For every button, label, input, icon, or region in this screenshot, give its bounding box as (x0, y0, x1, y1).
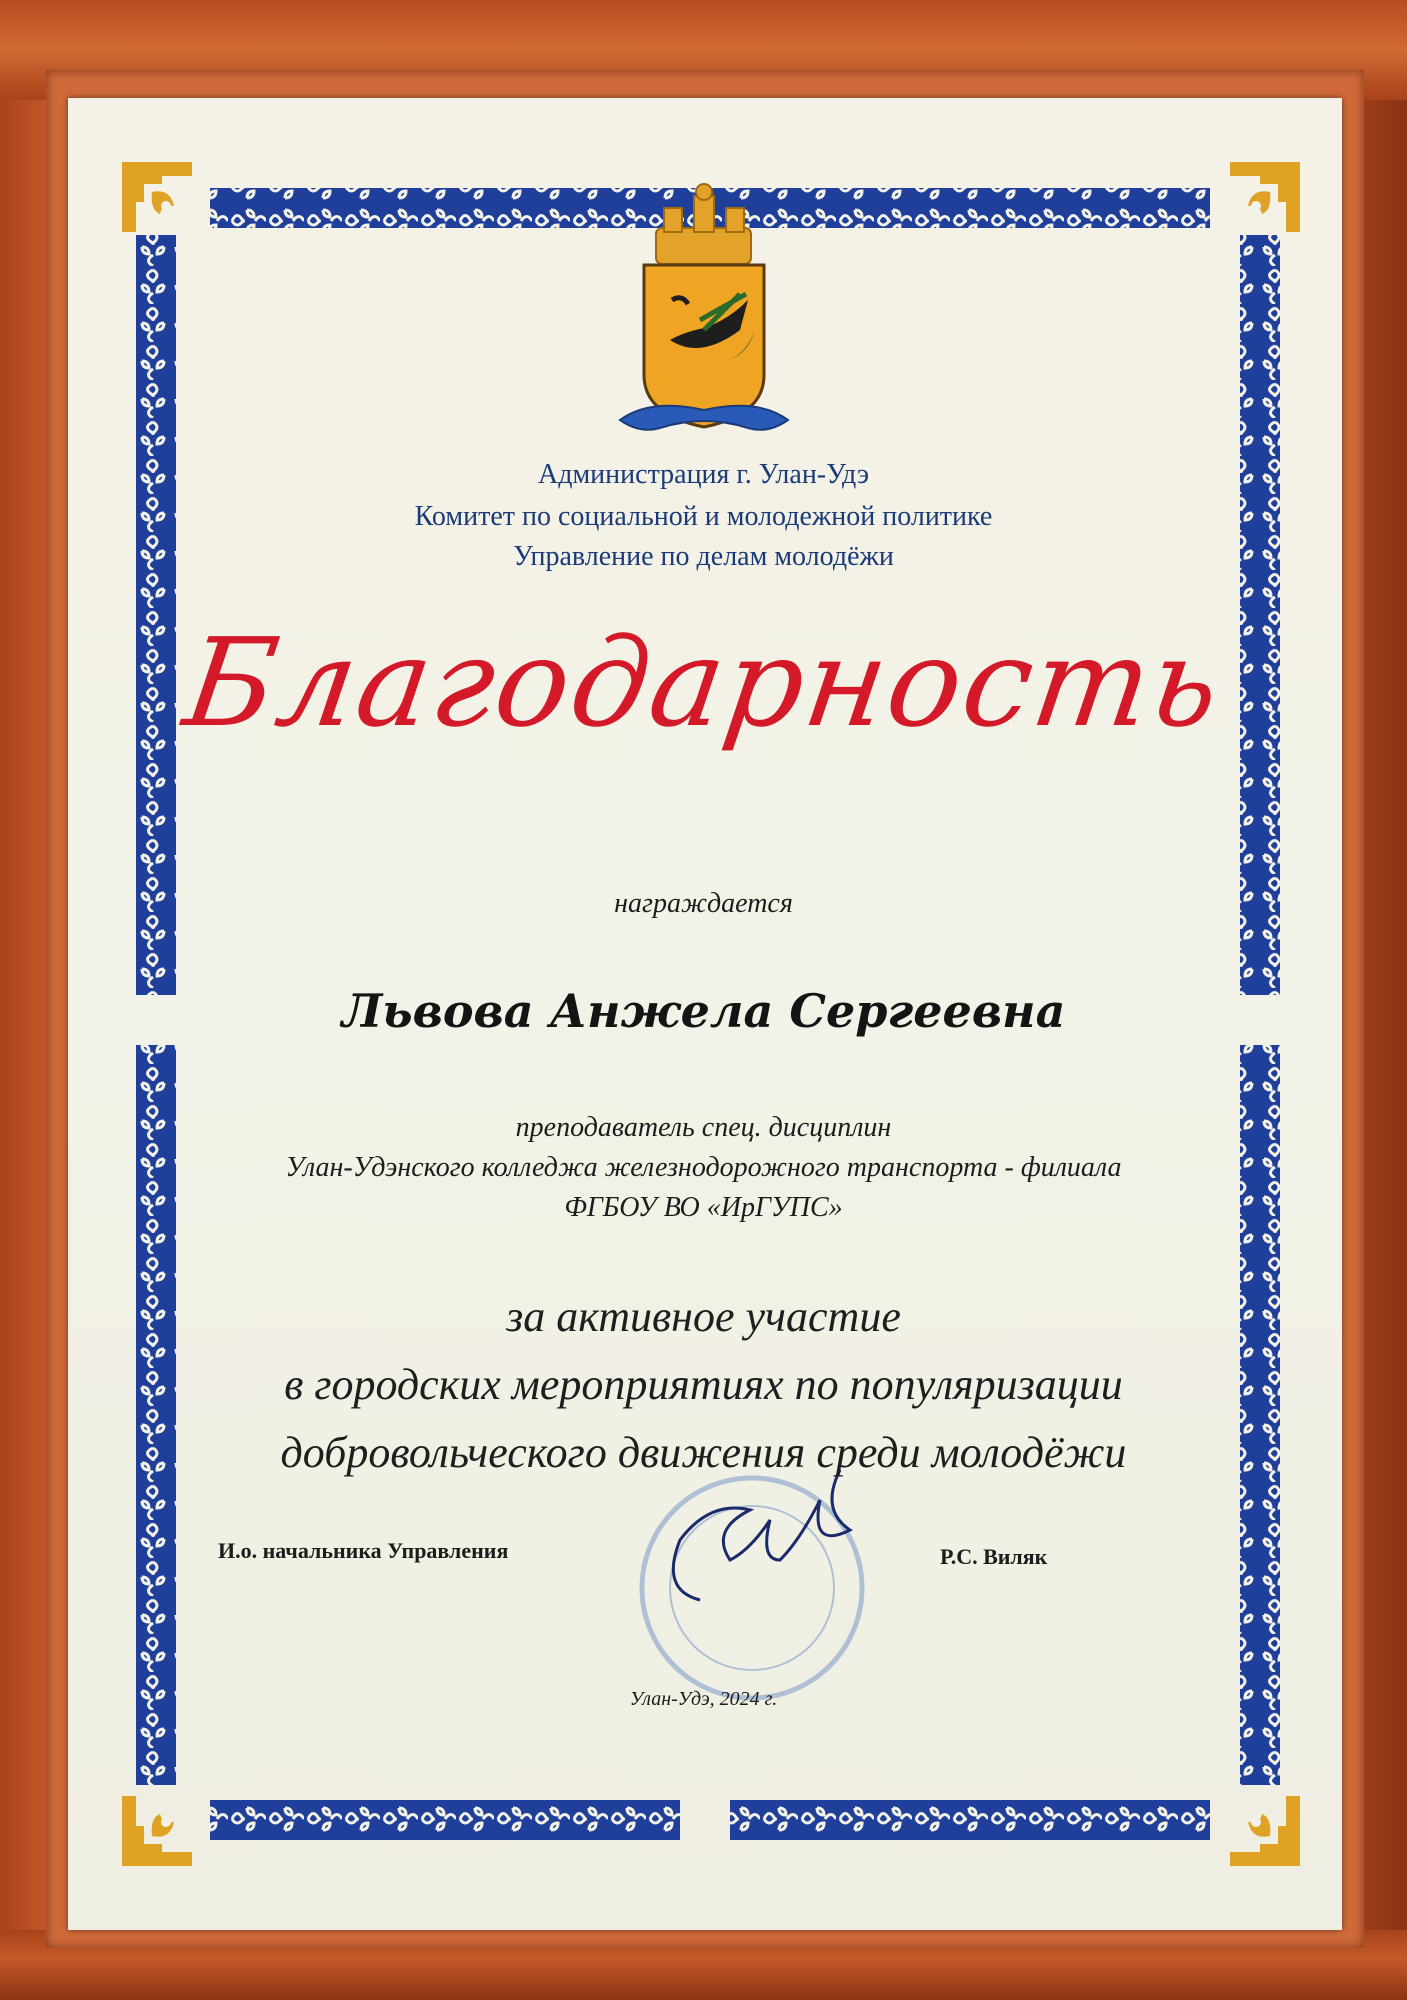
header-department: Управление по делам молодёжи (513, 541, 894, 572)
corner-ornament-top-right (1230, 162, 1300, 232)
signatory-title: И.о. начальника Управления (218, 1538, 509, 1563)
position-line-1: преподаватель спец. дисциплин (515, 1112, 892, 1143)
place-and-date: Улан-Удэ, 2024 г. (629, 1688, 778, 1710)
border-bottom-right (730, 1800, 1210, 1840)
reason-line-1: за активное участие (506, 1292, 901, 1341)
corner-ornament-bottom-right (1230, 1796, 1300, 1866)
awarded-label: награждается (614, 888, 793, 919)
position-line-3: ФГБОУ ВО «ИрГУПС» (564, 1192, 843, 1223)
signatory-name: Р.С. Виляк (940, 1544, 1048, 1569)
position-line-2: Улан-Удэнского колледжа железнодорожного транспорта - филиала (285, 1152, 1122, 1183)
corner-ornament-top-left (122, 162, 192, 232)
border-bottom-left (210, 1800, 680, 1840)
certificate-title: Благодарность (176, 612, 1231, 754)
reason-line-2: в городских мероприятиях по популяризации (284, 1360, 1123, 1409)
reason-line-3: добровольческого движения среди молодёжи (280, 1428, 1127, 1477)
official-stamp (642, 1478, 862, 1698)
corner-ornament-bottom-left (122, 1796, 192, 1866)
header-committee: Комитет по социальной и молодежной политике (414, 501, 993, 532)
header-administration: Администрация г. Улан-Удэ (538, 459, 869, 490)
recipient-name: Львова Анжела Сергеевна (341, 984, 1066, 1038)
